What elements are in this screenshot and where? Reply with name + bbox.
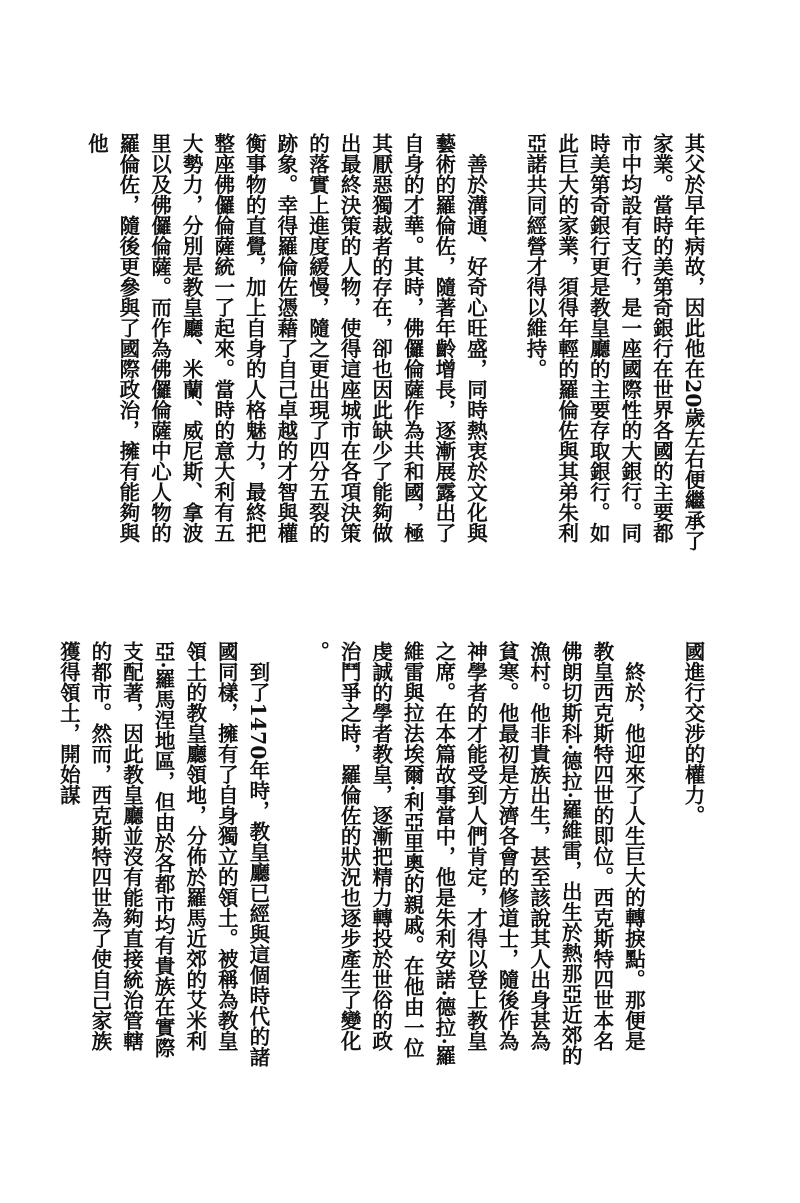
paragraph-inheritance: 其父於早年病故，因此他在20歲左右便繼承了家業。當時的美第奇銀行在世界各國的主要都市中均設有支行，是一座國際性的大銀行。同時美第奇銀行更是教皇廳的主要存取銀行。如此巨大的家業，須得年輕的羅倫佐與其弟朱利亞諾共同經營才得以維持。: [523, 133, 705, 552]
paragraph-continuation: 國進行交涉的權力。: [681, 641, 705, 826]
paragraph-lorenzo-talent: 善於溝通、好奇心旺盛，同時熱衷於文化與藝術的羅倫佐，隨著年齡增長，逐漸展露出了自身的才華。其時，佛儸倫薩作為共和國，極其厭惡獨裁者的存在，卻也因此缺少了能夠做出最終決策的人物，使得這座城市在各項決策的落實上進度緩慢，隨之更出現了四分五裂的跡象。幸得羅倫佐憑藉了自己卓越的才智與權衡事物的直覺，加上自身的人格魅力，最終把整座佛儸倫薩統一了起來。當時的意大利有五大勢力，分別是教皇廳、米蘭、威尼斯、拿波里以及佛儸倫薩。而作為佛儸倫薩中心人物的羅倫佐，隨後更參與了國際政治，擁有能夠與他: [84, 133, 488, 543]
paragraph-sixtus-iv: 終於，他迎來了人生巨大的轉捩點。那便是教皇西克斯特四世的即位。西克斯特四世本名佛朗切斯科·德拉·羅維雷，出生於熱那亞近郊的漁村。他非貴族出生，甚至該說其人出身甚為貧寒。他最初是方濟各會的修道士，隨後作為神學者的才能受到人們肯定，才得以登上教皇之席。在本篇故事當中，他是朱利安諾·德拉·羅維雷與拉法埃爾·利亞里奧的親戚。在他由一位虔誠的學者教皇，逐漸把精力轉投於世俗的政治鬥爭之時，羅倫佐的狀況也逐步產生了變化。: [305, 641, 646, 1066]
text-block-top: [84, 133, 708, 561]
paragraph-papal-states: 到了1470年時，教皇廳已經與這個時代的諸國同樣，擁有了自身獨立的領土。被稱為教皇領土的教皇廳領地，分佈於羅馬近郊的艾米利亞·羅馬涅地區，但由於各都市均有貴族在實際支配著，因此教皇廳並沒有能夠直接統治管轄的都市。然而，西克斯特四世為了使自己家族獲得領土，開始謀: [56, 641, 270, 1068]
text-block-bottom: [56, 641, 708, 1069]
